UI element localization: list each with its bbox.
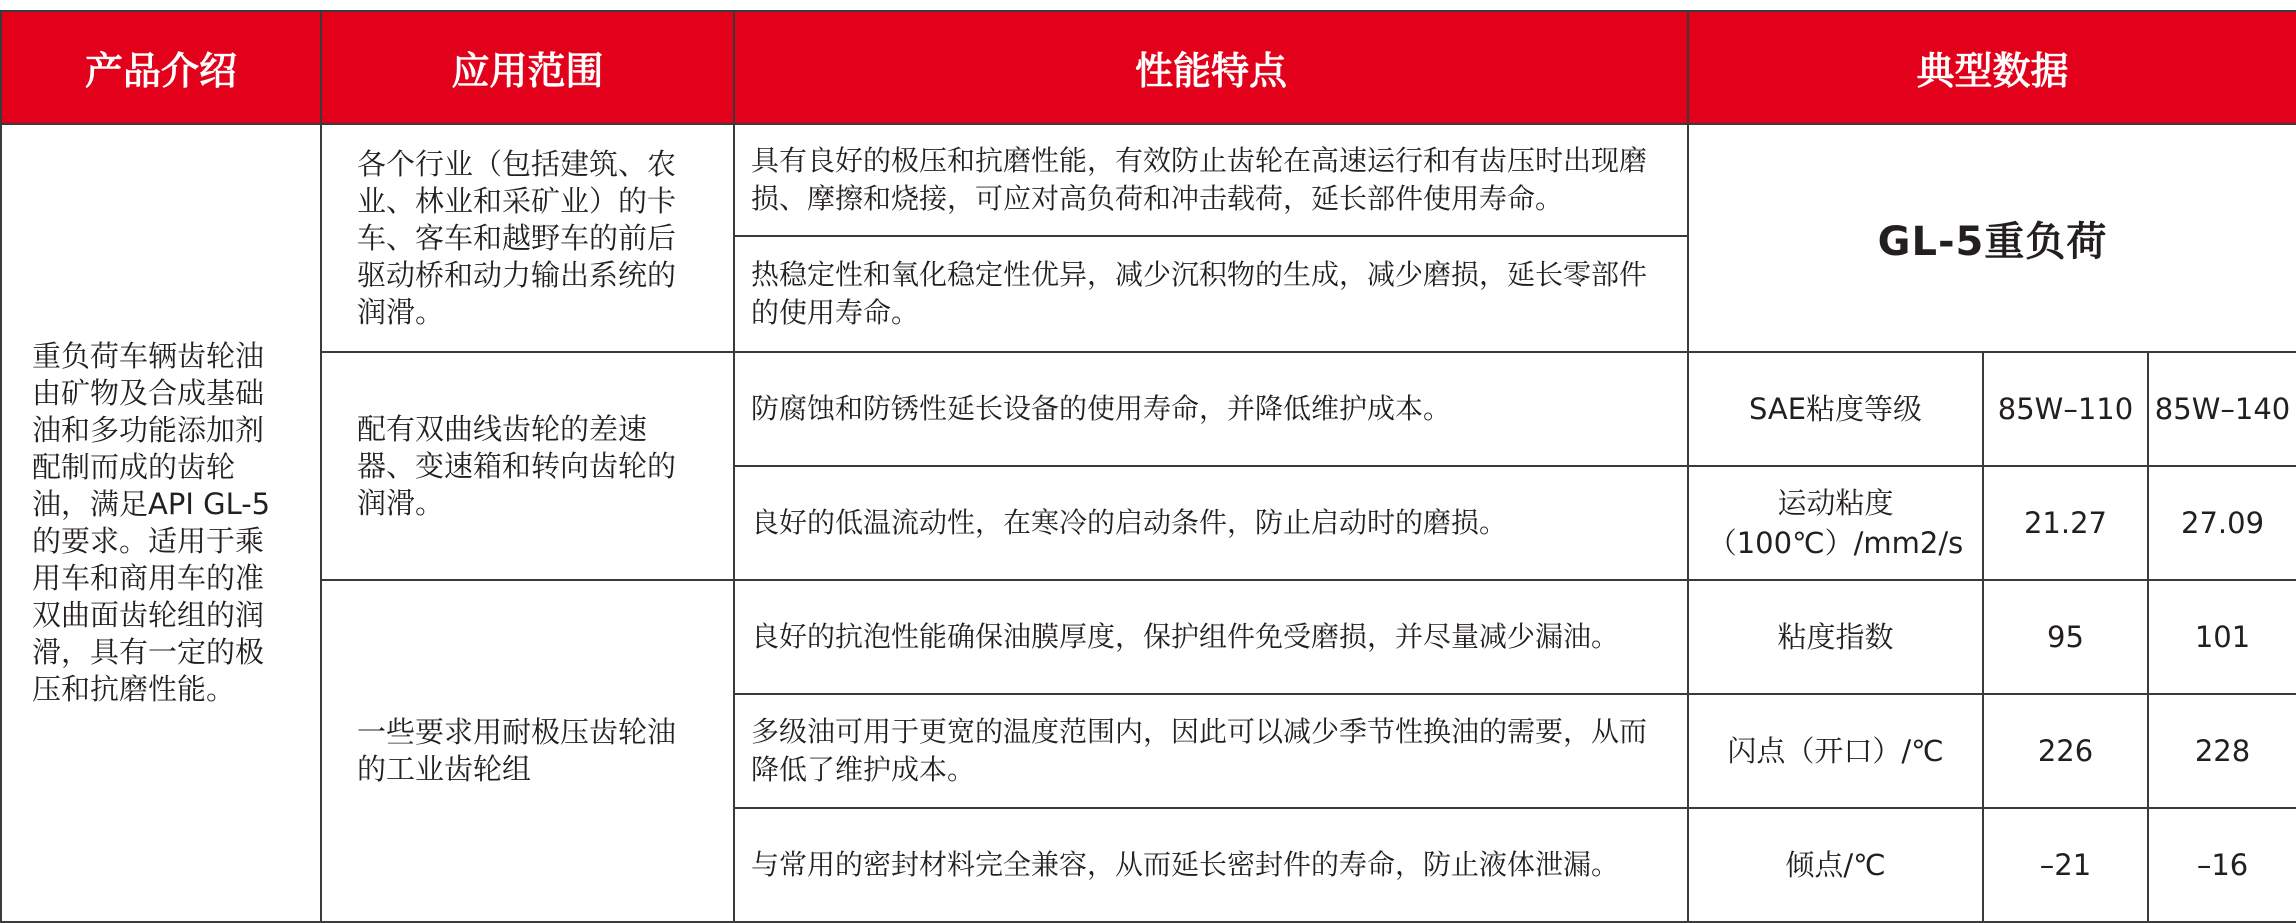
data-label: SAE粘度等级 (1688, 352, 1983, 466)
feature-text: 防腐蚀和防锈性延长设备的使用寿命，并降低维护成本。 (751, 392, 1452, 425)
data-label: 粘度指数 (1688, 580, 1983, 694)
scope-cell (321, 580, 734, 922)
data-value: 101 (2148, 580, 2296, 694)
feature-cell (734, 694, 1688, 808)
scope-cell (321, 124, 734, 352)
feature-cell (734, 352, 1688, 466)
product-spec-table (0, 10, 2296, 923)
data-value: –21 (1983, 808, 2148, 922)
data-value: 226 (1983, 694, 2148, 808)
feature-cell (734, 236, 1688, 352)
product-intro-text: 重负荷车辆齿轮油由矿物及合成基础油和多功能添加剂配制而成的齿轮油，满足API GL-5的要求。适用于乘用车和商用车的准双曲面齿轮组的润滑，具有一定的极压和抗磨性能。 (32, 339, 271, 706)
product-intro-cell (1, 124, 321, 922)
scope-text: 各个行业（包括建筑、农业、林业和采矿业）的卡车、客车和越野车的前后驱动桥和动力输出系统的润滑。 (357, 146, 677, 329)
scope-text: 配有双曲线齿轮的差速器、变速箱和转向齿轮的润滑。 (357, 411, 677, 520)
feature-text: 多级油可用于更宽的温度范围内，因此可以减少季节性换油的需要，从而降低了维护成本。 (751, 715, 1648, 786)
header-features: 性能特点 (734, 11, 1688, 124)
feature-cell (734, 808, 1688, 922)
feature-text: 具有良好的极压和抗磨性能，有效防止齿轮在高速运行和有齿压时出现磨损、摩擦和烧接，可应对高负荷和冲击载荷，延长部件使用寿命。 (751, 144, 1648, 215)
table-row (1, 352, 2296, 466)
scope-cell (321, 352, 734, 580)
data-value: 85W–110 (1983, 352, 2148, 466)
grade-title: GL-5重负荷 (1877, 218, 2108, 265)
feature-cell (734, 124, 1688, 236)
feature-text: 良好的低温流动性，在寒冷的启动条件，防止启动时的磨损。 (751, 506, 1508, 539)
table-row (1, 580, 2296, 694)
table-row (1, 124, 2296, 236)
data-value: 27.09 (2148, 466, 2296, 580)
header-row (1, 11, 2296, 124)
data-label: 运动粘度（100℃）/mm2/s (1688, 466, 1983, 580)
data-value: 85W–140 (2148, 352, 2296, 466)
grade-cell (1688, 124, 2296, 352)
header-intro: 产品介绍 (1, 11, 321, 124)
data-value: 228 (2148, 694, 2296, 808)
data-value: 21.27 (1983, 466, 2148, 580)
feature-text: 良好的抗泡性能确保油膜厚度，保护组件免受磨损，并尽量减少漏油。 (751, 620, 1620, 653)
feature-cell (734, 580, 1688, 694)
feature-text: 热稳定性和氧化稳定性优异，减少沉积物的生成，减少磨损，延长零部件的使用寿命。 (751, 258, 1648, 329)
scope-text: 一些要求用耐极压齿轮油的工业齿轮组 (357, 715, 677, 786)
data-value: 95 (1983, 580, 2148, 694)
feature-text: 与常用的密封材料完全兼容，从而延长密封件的寿命，防止液体泄漏。 (751, 848, 1620, 881)
header-typical-data: 典型数据 (1688, 11, 2296, 124)
data-label: 倾点/℃ (1688, 808, 1983, 922)
feature-cell (734, 466, 1688, 580)
data-label: 闪点（开口）/℃ (1688, 694, 1983, 808)
data-value: –16 (2148, 808, 2296, 922)
header-scope: 应用范围 (321, 11, 734, 124)
